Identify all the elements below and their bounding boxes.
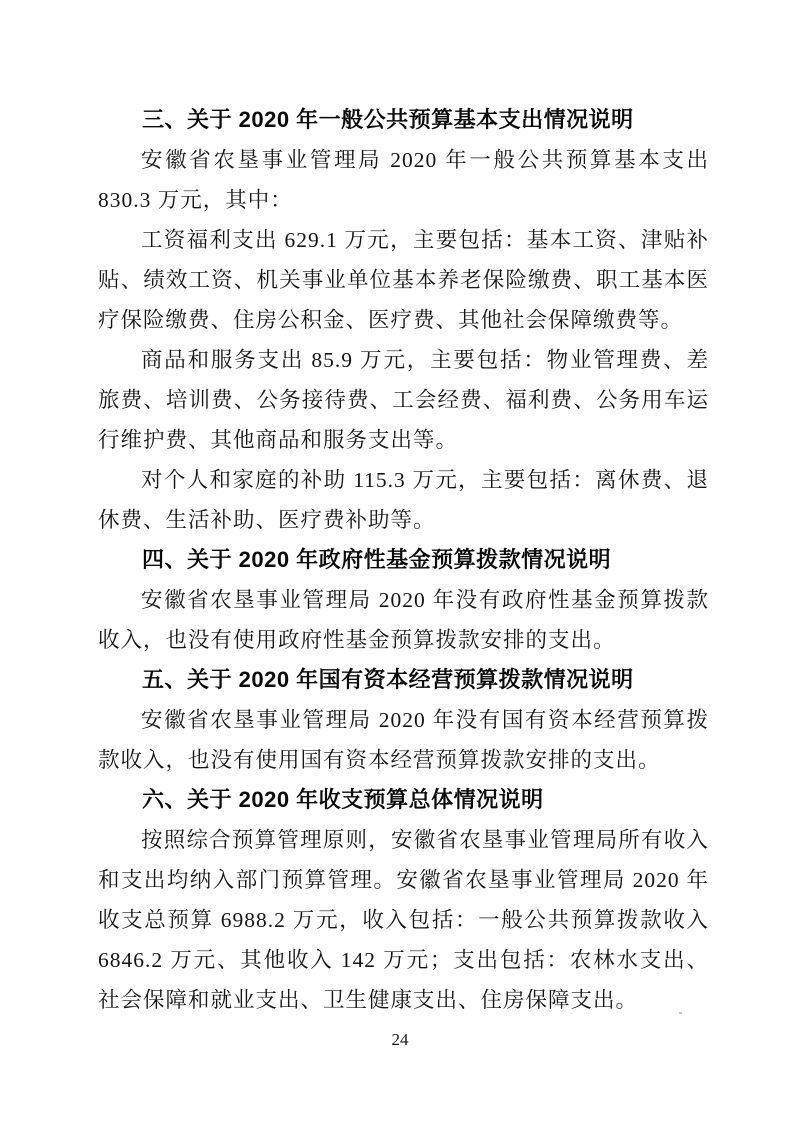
section-heading: 六、关于 2020 年收支预算总体情况说明 [142,787,544,812]
scan-artifact-speck [679,1012,682,1014]
section-overall-budget [98,780,709,1020]
section-paragraph: 安徽省农垦事业管理局 2020 年一般公共预算基本支出 830.3 万元，其中： [98,148,709,212]
section-heading: 四、关于 2020 年政府性基金预算拨款情况说明 [142,547,612,572]
section-heading: 三、关于 2020 年一般公共预算基本支出情况说明 [142,107,634,132]
section-paragraph: 工资福利支出 629.1 万元，主要包括：基本工资、津贴补贴、绩效工资、机关事业单位基本养老保险缴费、职工基本医疗保险缴费、住房公积金、医疗费、其他社会保障缴费等。 [98,228,709,332]
section-paragraph: 安徽省农垦事业管理局 2020 年没有政府性基金预算拨款收入，也没有使用政府性基金预算拨款安排的支出。 [98,588,709,652]
section-paragraph: 对个人和家庭的补助 115.3 万元，主要包括：离休费、退休费、生活补助、医疗费补助等。 [98,468,709,532]
section-government-fund-budget [98,540,709,660]
section-heading: 五、关于 2020 年国有资本经营预算拨款情况说明 [142,667,634,692]
document-content [98,100,709,1020]
section-state-capital-budget [98,660,709,780]
page-number: 24 [391,1030,409,1049]
section-basic-expenditure [98,100,709,540]
section-paragraph: 商品和服务支出 85.9 万元，主要包括：物业管理费、差旅费、培训费、公务接待费、工会经费、福利费、公务用车运行维护费、其他商品和服务支出等。 [98,348,709,452]
section-paragraph: 按照综合预算管理原则，安徽省农垦事业管理局所有收入和支出均纳入部门预算管理。安徽省农垦事业管理局 2020 年收支总预算 6988.2 万元，收入包括：一般公共预算拨款收入 6846.2 万元、其他收入 142 万元；支出包括：农林水支出、社会保障和就业支出、卫生健康支出、住房保障支出。 [98,828,709,1012]
section-paragraph: 安徽省农垦事业管理局 2020 年没有国有资本经营预算拨款收入，也没有使用国有资本经营预算拨款安排的支出。 [98,708,709,772]
